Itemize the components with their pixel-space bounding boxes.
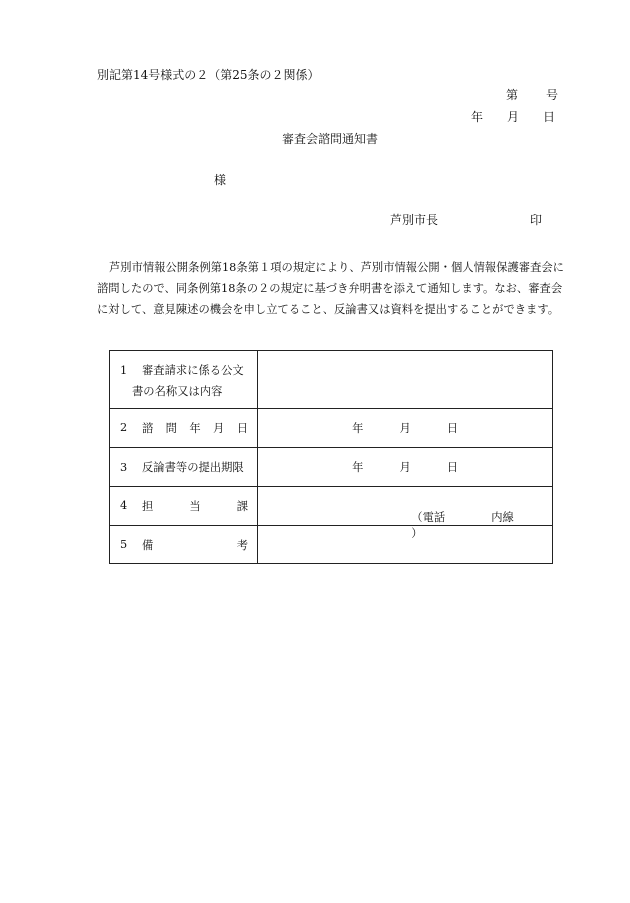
row4-label: 4 担 当 課 [110,487,258,526]
row3-value: 年 月 日 [258,448,553,487]
form-reference: 別記第14号様式の２（第25条の２関係） [97,68,320,82]
row2-value: 年 月 日 [258,409,553,448]
date-year: 年 [471,110,484,124]
issuer-name: 芦別市長 [390,213,439,227]
row1-label-line2: 書の名称又は内容 [132,384,223,398]
table-row [110,487,553,526]
document-number-line [506,89,558,101]
addressee: 様 [214,173,227,187]
row2-label: 2 諮 問 年 月 日 [110,409,258,448]
phone-field: （電話 内線） [411,511,514,540]
date-day: 日 [543,110,556,124]
issue-date-line [471,111,555,123]
info-table [109,350,553,564]
table-row [110,351,553,409]
number-go: 号 [546,88,559,102]
seal-mark: 印 [530,213,543,227]
document-title: 審査会諮問通知書 [281,132,378,146]
row4-value [258,487,553,540]
table-row [110,448,553,487]
date-month: 月 [507,110,520,124]
row1-value [258,351,553,409]
row3-label: 3 反論書等の提出期限 [110,448,258,487]
number-dai: 第 [506,88,519,102]
row1-label-line1: 審査請求に係る公文 [142,363,244,377]
row5-label: 5 備 考 [110,526,258,564]
body-paragraph: 芦別市情報公開条例第18条第１項の規定により、芦別市情報公開・個人情報保護審査会に諮問したので、同条例第18条の２の規定に基づき弁明書を添えて通知します。なお、審査会に対して、意見陳述の機会を申し立てること、反論書又は資料を提出することができます。 [97,261,564,316]
row1-label: 1 審査請求に係る公文 書の名称又は内容 [110,351,258,409]
table-row [110,409,553,448]
